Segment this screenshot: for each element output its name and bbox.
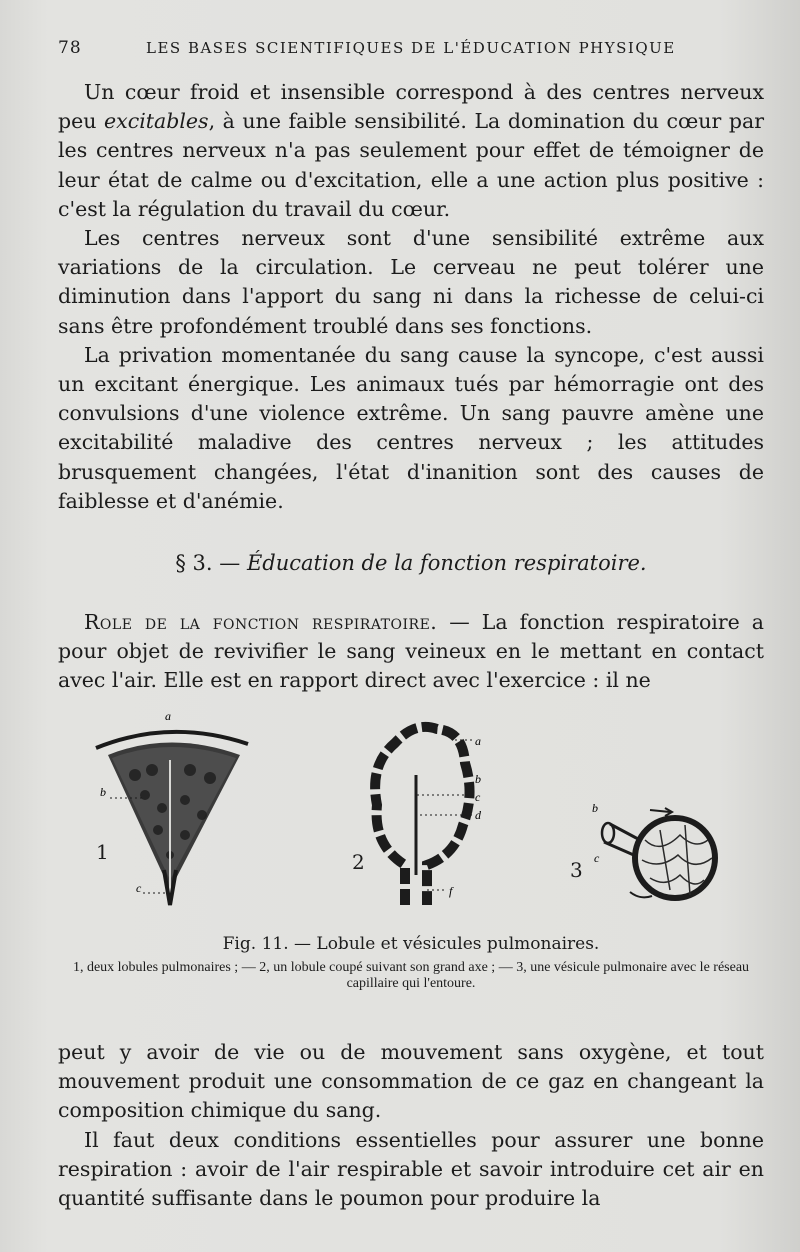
- label-d2: d: [475, 808, 481, 822]
- fig-num-1: 1: [96, 840, 109, 864]
- lobules-illustration: [90, 700, 260, 910]
- paragraph-1: Un cœur froid et insensible correspond à des centres nerveux peu excitables, à une faible sensibilité. La domination du cœur par les centres nerveux n'a pas seulement pour effet de témoigner de leur état de calme ou d'excitation, elle a une action plus positive : c'est la régulation du travail du cœur.: [58, 80, 764, 221]
- lobule-section-illustration: [365, 715, 505, 925]
- figure-caption: [58, 934, 764, 992]
- label-c3: c: [594, 851, 600, 865]
- paragraph-2: Les centres nerveux sont d'une sensibilité extrême aux variations de la circulation. Le cerveau ne peut tolérer une diminution dans l'apport du sang ni dans la richesse de celui-ci sans être profondément troublé dans ses fonctions.: [58, 226, 764, 338]
- running-title: LES BASES SCIENTIFIQUES DE L'ÉDUCATION PHYSIQUE: [146, 39, 676, 57]
- emphasis-word: excitables: [104, 109, 209, 134]
- section-dash: —: [219, 551, 241, 575]
- caption-title: Fig. 11. — Lobule et vésicules pulmonaires.: [222, 934, 600, 954]
- label-c1: c: [136, 881, 142, 895]
- vesicle-illustration: [590, 800, 740, 920]
- paragraph-continued: peut y avoir de vie ou de mouvement sans oxygène, et tout mouvement produit une consommation de ce gaz en changeant la composition chimique du sang.: [58, 1040, 764, 1123]
- run-in-heading: Role de la fonction respiratoire.: [84, 610, 438, 634]
- section-number: § 3.: [175, 551, 213, 575]
- label-a1: a: [165, 709, 171, 723]
- body-text-top: [58, 78, 764, 516]
- label-b3: b: [592, 801, 598, 815]
- fig-num-3: 3: [570, 858, 583, 882]
- label-f2: f: [449, 884, 453, 898]
- page-header: [58, 34, 768, 64]
- paragraph-role: Role de la fonction respiratoire. — La fonction respiratoire a pour objet de revivifier le sang veineux en le mettant en contact avec l'air. Elle est en rapport direct avec l'exercice : il ne: [58, 610, 765, 693]
- figure-11: [80, 700, 760, 920]
- caption-description: 1, deux lobules pulmonaires ; — 2, un lobule coupé suivant son grand axe ; — 3, une vésicule pulmonaire avec le réseau capillaire qui l'entoure.: [72, 960, 750, 991]
- body-text-bottom: [58, 1038, 764, 1213]
- label-c2: c: [475, 790, 481, 804]
- fig-num-2: 2: [352, 850, 365, 874]
- label-a2: a: [475, 734, 481, 748]
- section-title: Éducation de la fonction respiratoire.: [246, 551, 647, 575]
- paragraph-conditions: Il faut deux conditions essentielles pour assurer une bonne respiration : avoir de l'air respirable et savoir introduire cet air en quantité suffisante dans le poumon pour produire la: [58, 1127, 764, 1211]
- page-number: 78: [58, 38, 82, 58]
- label-b1: b: [100, 785, 106, 799]
- label-b2: b: [475, 772, 481, 786]
- body-text-role: [58, 608, 764, 696]
- paragraph-3: La privation momentanée du sang cause la syncope, c'est aussi un excitant énergique. Les animaux tués par hémorragie ont des convulsions d'une violence extrême. Un sang pauvre amène une excitabilité maladive des centres nerveux ; les attitudes brusquement changées, l'état d'inanition sont des causes de faiblesse et d'anémie.: [58, 342, 764, 513]
- section-heading: [58, 551, 764, 575]
